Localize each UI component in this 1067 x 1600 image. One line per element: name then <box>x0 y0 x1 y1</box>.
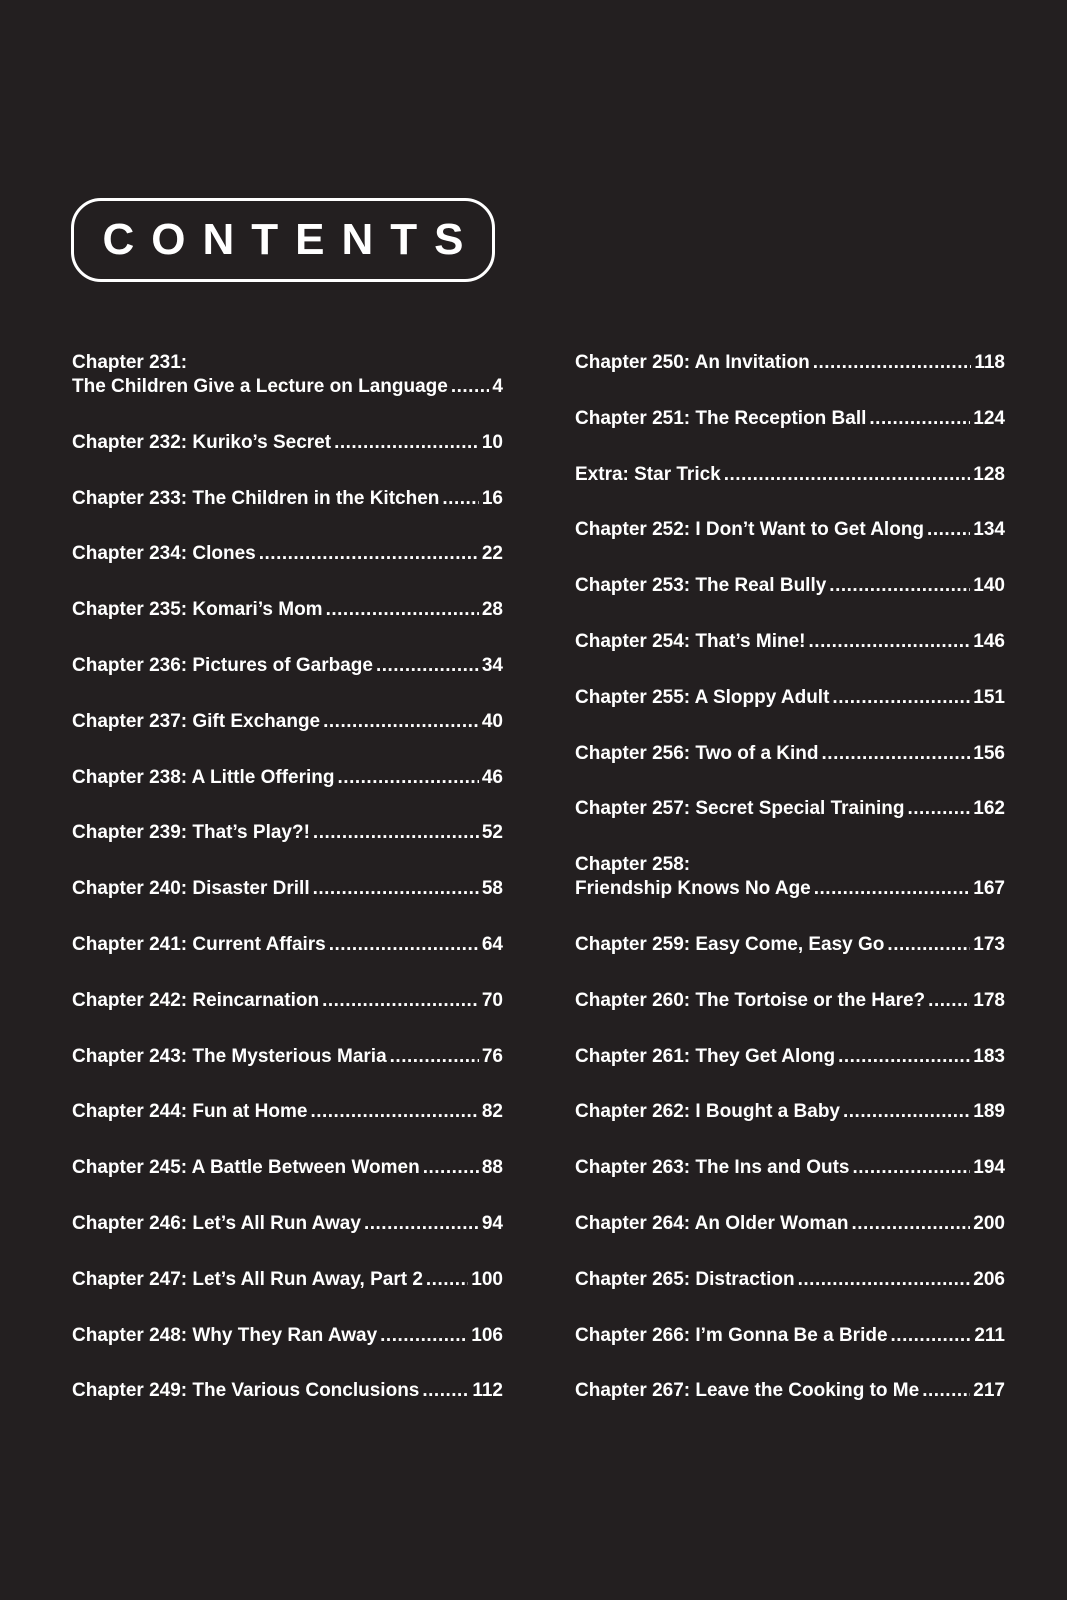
toc-entry-page: 58 <box>481 878 503 900</box>
toc-entry-title: Chapter 255: A Sloppy Adult <box>575 686 830 708</box>
toc-left-column <box>72 351 503 1435</box>
toc-entry <box>72 431 503 487</box>
toc-entry-page: 94 <box>481 1212 503 1234</box>
toc-leader-dots <box>851 1212 970 1236</box>
toc-leader-dots <box>390 1045 479 1069</box>
toc-entry-title: Chapter 257: Secret Special Training <box>575 798 905 820</box>
toc-entry-title: Chapter 245: A Battle Between Women <box>72 1157 420 1179</box>
toc-entry-title: Chapter 251: The Reception Ball <box>575 407 867 429</box>
toc-entry-title: Chapter 233: The Children in the Kitchen <box>72 487 440 509</box>
toc-entry-page: 140 <box>973 575 1005 597</box>
toc-entry-page: 4 <box>492 376 503 397</box>
toc-entry <box>72 654 503 710</box>
toc-entry-page: 118 <box>974 352 1005 373</box>
toc-entry-line <box>575 518 1005 542</box>
toc-entry-page: 217 <box>973 1380 1005 1402</box>
toc-entry <box>575 1045 1005 1101</box>
toc-leader-dots <box>813 351 972 375</box>
toc-entry-line <box>72 598 503 622</box>
toc-entry-title: Chapter 248: Why They Ran Away <box>72 1324 378 1346</box>
toc-entry-line <box>575 1324 1005 1348</box>
toc-entry <box>72 1045 503 1101</box>
toc-entry <box>72 933 503 989</box>
toc-entry-line <box>575 351 1005 375</box>
toc-entry-page: 146 <box>973 630 1005 652</box>
toc-entry-page: 82 <box>481 1101 503 1123</box>
toc-entry-line <box>72 1379 503 1403</box>
toc-entry <box>575 1268 1005 1324</box>
toc-entry-line <box>575 407 1005 431</box>
toc-entry <box>575 351 1005 407</box>
toc-entry-title: Chapter 249: The Various Conclusions <box>72 1380 420 1402</box>
toc-entry-line <box>575 742 1005 766</box>
toc-entry <box>72 1212 503 1268</box>
toc-entry <box>72 598 503 654</box>
toc-entry-line <box>575 1045 1005 1069</box>
toc-leader-dots <box>326 598 479 622</box>
toc-entry-page: 76 <box>481 1045 503 1067</box>
toc-entry-line <box>72 877 503 901</box>
toc-entry-line <box>575 1379 1005 1403</box>
toc-entry-title: Chapter 235: Komari’s Mom <box>72 599 323 621</box>
toc-leader-dots <box>853 1156 971 1180</box>
toc-leader-dots <box>724 463 971 487</box>
toc-leader-dots <box>322 989 479 1013</box>
toc-entry-line <box>72 821 503 845</box>
toc-entry-line <box>575 1156 1005 1180</box>
toc-entry-line <box>72 1045 503 1069</box>
toc-entry-heading: Chapter 258: <box>575 854 691 876</box>
toc-entry-title: Chapter 237: Gift Exchange <box>72 710 321 732</box>
toc-entry-page: 134 <box>973 519 1005 541</box>
toc-entry-title: Friendship Knows No Age <box>575 878 811 900</box>
toc-leader-dots <box>313 821 479 845</box>
toc-entry-page: 124 <box>973 407 1005 429</box>
toc-leader-dots <box>832 686 970 710</box>
toc-entry-line <box>575 933 1005 957</box>
toc-entry <box>575 518 1005 574</box>
toc-entry <box>72 877 503 933</box>
toc-entry <box>575 1212 1005 1268</box>
toc-entry <box>72 766 503 822</box>
toc-entry <box>575 1379 1005 1435</box>
toc-entry-title: Chapter 266: I’m Gonna Be a Bride <box>575 1324 888 1346</box>
toc-entry-page: 112 <box>472 1380 503 1402</box>
toc-leader-dots <box>323 710 479 734</box>
toc-entry-line <box>72 654 503 678</box>
toc-entry-page: 52 <box>481 822 503 844</box>
toc-entry-page: 162 <box>973 798 1005 820</box>
toc-entry <box>575 853 1005 933</box>
toc-entry-line <box>575 463 1005 487</box>
toc-entry-title: Chapter 232: Kuriko’s Secret <box>72 431 332 453</box>
toc-entry <box>575 933 1005 989</box>
toc-entry-title: Chapter 254: That’s Mine! <box>575 630 806 652</box>
toc-entry <box>575 407 1005 463</box>
toc-entry-line <box>72 542 503 566</box>
toc-entry-page: 211 <box>974 1324 1005 1346</box>
toc-leader-dots <box>310 1100 478 1124</box>
toc-entry <box>72 989 503 1045</box>
toc-entry-title: Chapter 250: An Invitation <box>575 352 810 373</box>
toc-leader-dots <box>380 1324 468 1348</box>
toc-entry-title: Chapter 247: Let’s All Run Away, Part 2 <box>72 1268 423 1290</box>
toc-entry <box>72 1156 503 1212</box>
toc-entry <box>72 710 503 766</box>
toc-entry-page: 40 <box>481 710 503 732</box>
toc-leader-dots <box>338 766 479 790</box>
toc-leader-dots <box>798 1268 971 1292</box>
toc-entry-line <box>575 1100 1005 1124</box>
toc-entry-title: Chapter 262: I Bought a Baby <box>575 1101 840 1123</box>
toc-leader-dots <box>364 1212 479 1236</box>
toc-entry <box>575 574 1005 630</box>
toc-entry <box>72 1379 503 1435</box>
toc-entry-title: Chapter 238: A Little Offering <box>72 766 335 788</box>
toc-entry-title: Chapter 259: Easy Come, Easy Go <box>575 933 885 955</box>
toc-entry-page: 64 <box>481 933 503 955</box>
toc-entry-line <box>72 766 503 790</box>
toc-leader-dots <box>927 518 970 542</box>
toc-leader-dots <box>887 933 970 957</box>
toc-leader-dots <box>334 431 479 455</box>
toc-entry-title: Extra: Star Trick <box>575 463 721 485</box>
toc-entry <box>72 542 503 598</box>
toc-entry-line <box>575 630 1005 654</box>
toc-leader-dots <box>329 933 479 957</box>
toc-entry-line <box>72 1156 503 1180</box>
toc-leader-dots <box>259 542 479 566</box>
toc-leader-dots <box>838 1045 970 1069</box>
toc-entry-line <box>72 1324 503 1348</box>
toc-entry-page: 10 <box>481 431 503 453</box>
toc-leader-dots <box>451 375 490 399</box>
toc-entry-title: Chapter 239: That’s Play?! <box>72 822 310 844</box>
toc-entry-title: Chapter 246: Let’s All Run Away <box>72 1212 361 1234</box>
toc-entry <box>575 742 1005 798</box>
toc-leader-dots <box>442 487 478 511</box>
toc-entry-title: Chapter 241: Current Affairs <box>72 933 326 955</box>
toc-entry-title: Chapter 261: They Get Along <box>575 1045 836 1067</box>
toc-entry <box>575 797 1005 853</box>
toc-entry-page: 156 <box>973 742 1005 764</box>
toc-entry-line <box>575 686 1005 710</box>
toc-entry-page: 189 <box>973 1101 1005 1123</box>
toc-entry <box>72 1268 503 1324</box>
toc-right-column <box>575 351 1005 1435</box>
toc-entry-line <box>72 375 503 399</box>
toc-entry-page: 183 <box>973 1045 1005 1067</box>
toc-entry <box>72 1100 503 1156</box>
toc-entry-page: 173 <box>973 933 1005 955</box>
toc-entry-line <box>575 1268 1005 1292</box>
toc-entry-page: 151 <box>973 686 1005 708</box>
toc-leader-dots <box>423 1156 479 1180</box>
toc-leader-dots <box>422 1379 469 1403</box>
toc-entry-line <box>575 877 1005 901</box>
toc-leader-dots <box>869 407 970 431</box>
toc-entry-line <box>575 574 1005 598</box>
toc-entry-line <box>72 933 503 957</box>
toc-entry-line <box>72 710 503 734</box>
toc-entry <box>72 1324 503 1380</box>
toc-entry-line <box>72 1268 503 1292</box>
toc-entry <box>575 630 1005 686</box>
toc-entry-line <box>575 1212 1005 1236</box>
toc-entry <box>575 686 1005 742</box>
toc-entry-title: Chapter 234: Clones <box>72 543 256 565</box>
toc-leader-dots <box>891 1324 972 1348</box>
toc-entry <box>575 1100 1005 1156</box>
contents-title-box <box>71 198 495 282</box>
toc-entry-page: 178 <box>973 989 1005 1011</box>
toc-leader-dots <box>313 877 479 901</box>
toc-entry-line <box>72 1100 503 1124</box>
toc-entry-line <box>575 989 1005 1013</box>
toc-entry-line <box>575 797 1005 821</box>
toc-entry-title: Chapter 265: Distraction <box>575 1268 795 1290</box>
toc-entry-title: Chapter 256: Two of a Kind <box>575 742 819 764</box>
toc-entry-title: Chapter 253: The Real Bully <box>575 575 827 597</box>
toc-entry-title: Chapter 260: The Tortoise or the Hare? <box>575 989 926 1011</box>
toc-entry-page: 167 <box>973 878 1005 900</box>
toc-entry <box>575 1156 1005 1212</box>
toc-leader-dots <box>928 989 970 1013</box>
toc-entry-page: 16 <box>481 487 503 509</box>
toc-entry-title: Chapter 242: Reincarnation <box>72 989 320 1011</box>
toc-entry-page: 106 <box>471 1324 503 1346</box>
toc-entry-line <box>72 1212 503 1236</box>
toc-entry-title: Chapter 244: Fun at Home <box>72 1101 308 1123</box>
toc-entry <box>72 821 503 877</box>
toc-entry-line <box>72 487 503 511</box>
toc-entry-title: Chapter 264: An Older Woman <box>575 1212 849 1234</box>
toc-entry-title: Chapter 240: Disaster Drill <box>72 878 310 900</box>
toc-entry-page: 206 <box>973 1268 1005 1290</box>
toc-leader-dots <box>843 1100 970 1124</box>
toc-entry <box>575 463 1005 519</box>
toc-entry-page: 70 <box>481 989 503 1011</box>
toc-entry-line <box>72 431 503 455</box>
toc-entry-page: 34 <box>481 654 503 676</box>
toc-entry-page: 88 <box>481 1157 503 1179</box>
toc-leader-dots <box>822 742 971 766</box>
toc-entry-title: Chapter 243: The Mysterious Maria <box>72 1045 387 1067</box>
toc-entry-page: 28 <box>481 599 503 621</box>
page-title: CONTENTS <box>102 215 481 264</box>
toc-leader-dots <box>922 1379 970 1403</box>
toc-leader-dots <box>809 630 971 654</box>
toc-entry-page: 200 <box>973 1212 1005 1234</box>
toc-leader-dots <box>426 1268 468 1292</box>
toc-leader-dots <box>814 877 971 901</box>
toc-entry-title: Chapter 252: I Don’t Want to Get Along <box>575 519 925 541</box>
toc-entry-title: Chapter 263: The Ins and Outs <box>575 1157 850 1179</box>
toc-entry <box>72 351 503 431</box>
toc-entry-page: 100 <box>471 1268 503 1290</box>
toc-entry-title: Chapter 267: Leave the Cooking to Me <box>575 1380 920 1402</box>
toc-entry <box>72 487 503 543</box>
toc-entry-title: The Children Give a Lecture on Language <box>72 376 448 397</box>
toc-leader-dots <box>907 797 970 821</box>
toc-entry-line <box>72 989 503 1013</box>
toc-leader-dots <box>829 574 970 598</box>
toc-entry <box>575 989 1005 1045</box>
toc-leader-dots <box>376 654 479 678</box>
toc-entry-heading: Chapter 231: <box>72 352 188 373</box>
toc-entry-page: 194 <box>973 1157 1005 1179</box>
toc-entry-page: 22 <box>481 543 503 565</box>
toc-entry-title: Chapter 236: Pictures of Garbage <box>72 654 373 676</box>
toc-entry <box>575 1324 1005 1380</box>
toc-entry-page: 46 <box>481 766 503 788</box>
toc-entry-page: 128 <box>973 463 1005 485</box>
